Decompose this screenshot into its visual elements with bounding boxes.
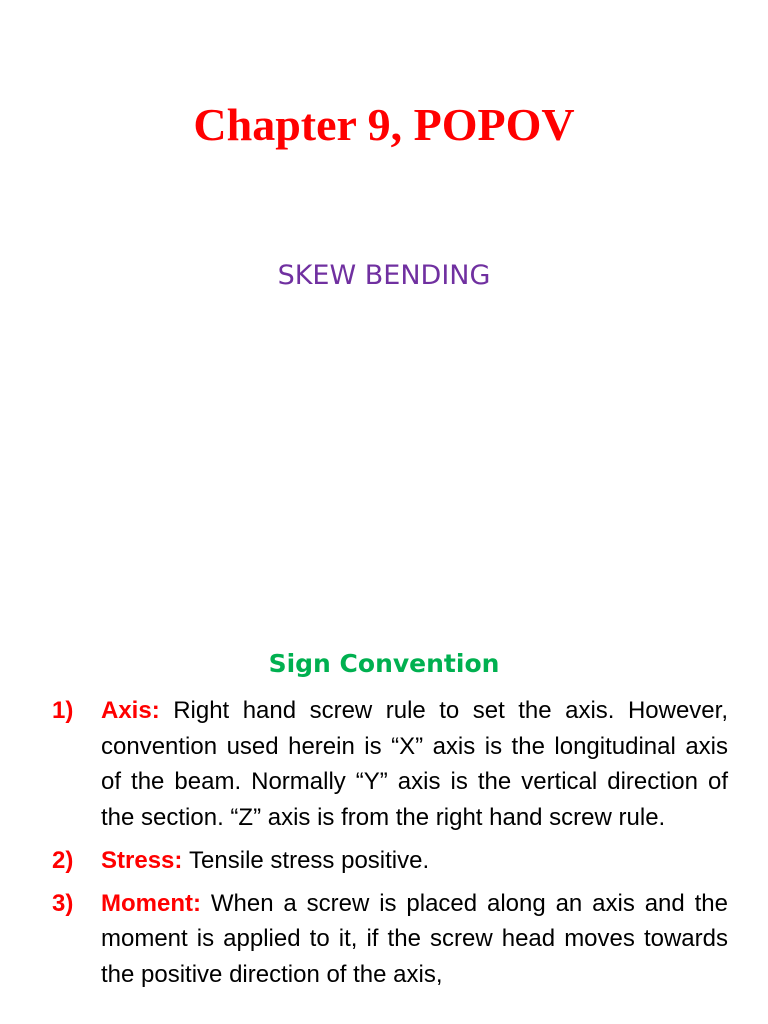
list-item-number: 3)	[52, 889, 74, 917]
list-item-moment	[52, 886, 728, 993]
list-item-number: 1)	[52, 697, 74, 724]
list-item-label: Moment:	[101, 889, 211, 917]
page-subtitle: SKEW BENDING	[277, 260, 491, 291]
sign-convention-list	[52, 693, 728, 1000]
list-item-stress	[52, 843, 728, 879]
page-title: Chapter 9, POPOV	[193, 99, 575, 150]
list-item-number: 2)	[52, 846, 74, 874]
list-item-label: Stress:	[101, 846, 190, 874]
list-item-text: When a screw is placed along an axis and the moment is applied to it, if the screw head moves towards the positive direction of the axis,	[101, 889, 728, 988]
list-item-text: Right hand screw rule to set the axis. However, convention used herein is “X” axis is the longitudinal axis of the beam. Normally “Y” axis is the vertical direction of the section. “Z” axis is from the right hand screw rule.	[101, 697, 728, 832]
list-item-label: Axis:	[101, 697, 174, 724]
section-heading-sign-convention: Sign Convention	[268, 649, 500, 678]
list-item-axis	[52, 693, 728, 836]
list-item-text: Tensile stress positive.	[189, 846, 430, 874]
